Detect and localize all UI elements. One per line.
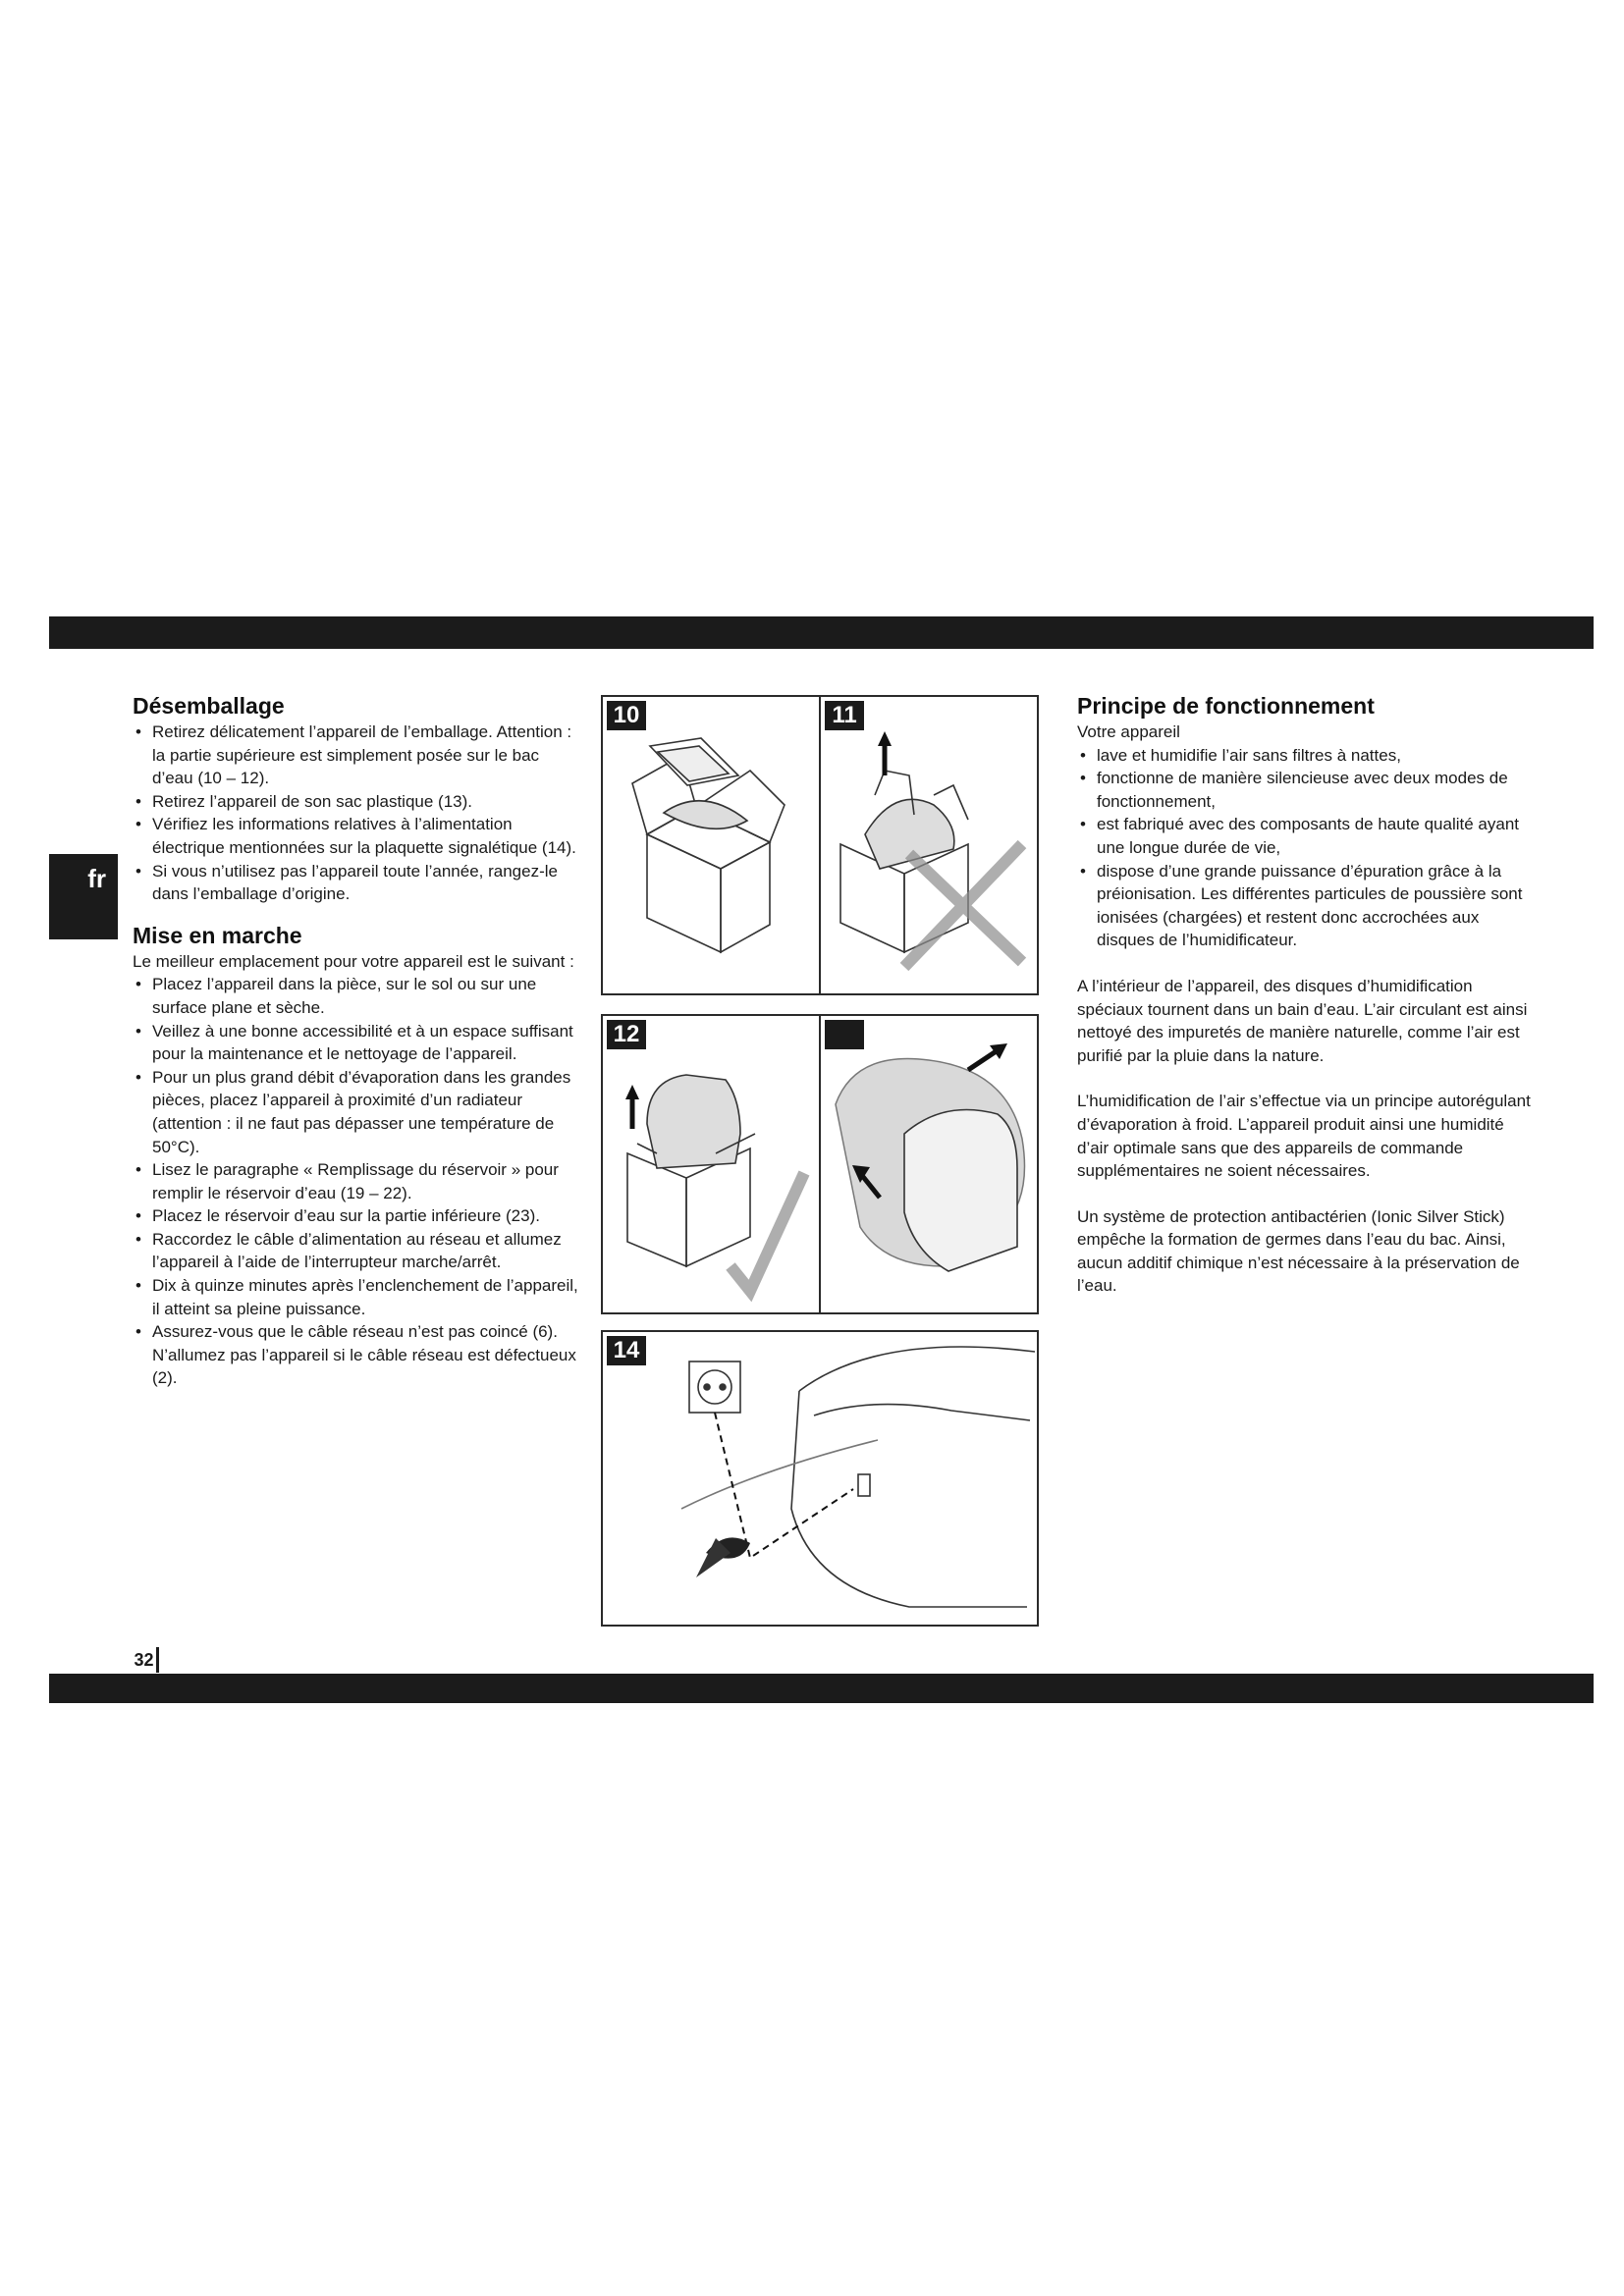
box-open-illustration: [603, 697, 819, 993]
figure-number: [825, 1020, 864, 1049]
figure-10: [601, 695, 821, 995]
section-title-unpacking: Désemballage: [133, 693, 285, 719]
list-item: • Assurez-vous que le câble réseau n’est pas coincé (6). N’allumez pas l’appareil si le câble réseau est défectueux (2).: [133, 1320, 579, 1390]
list-item: • dispose d’une grande puissance d’épuration grâce à la préionisation. Les différentes particules de poussière sont ionisées (chargées) et restent donc accrochées aux disques de l’humidificateur.: [1077, 860, 1539, 952]
box-lift-correct-illustration: [603, 1016, 819, 1312]
list-item: • est fabriqué avec des composants de haute qualité ayant une longue durée de vie,: [1077, 813, 1539, 859]
list-item: • Placez l’appareil dans la pièce, sur le sol ou sur une surface plane et sèche.: [133, 973, 579, 1019]
list-item: • Si vous n’utilisez pas l’appareil toute l’année, rangez-le dans l’emballage d’origine.: [133, 860, 579, 906]
list-item: • Lisez le paragraphe « Remplissage du réservoir » pour remplir le réservoir d’eau (19 – 22).: [133, 1158, 579, 1204]
figure-number: 12: [607, 1020, 646, 1049]
list-item: • Raccordez le câble d’alimentation au réseau et allumez l’appareil à l’aide de l’interrupteur marche/arrêt.: [133, 1228, 579, 1274]
list-item: • Veillez à une bonne accessibilité et à un espace suffisant pour la maintenance et le nettoyage de l’appareil.: [133, 1020, 579, 1066]
list-item: • Retirez délicatement l’appareil de l’emballage. Attention : la partie supérieure est simplement posée sur le bac d’eau (10 – 12).: [133, 721, 579, 790]
list-item: • Retirez l’appareil de son sac plastique (13).: [133, 790, 579, 814]
startup-intro: Le meilleur emplacement pour votre appareil est le suivant :: [133, 951, 574, 971]
header-bar: [49, 616, 1594, 649]
plastic-bag-illustration: [821, 1016, 1037, 1312]
principle-intro: Votre appareil: [1077, 722, 1180, 741]
figure-number: 11: [825, 701, 864, 730]
startup-list: [133, 973, 579, 1390]
figure-12: [601, 1014, 821, 1314]
socket-label-illustration: [603, 1332, 1037, 1625]
principle-list: [1077, 744, 1539, 952]
unpacking-list: [133, 721, 579, 906]
figure-number: 14: [607, 1336, 646, 1365]
list-item: • Placez le réservoir d’eau sur la partie inférieure (23).: [133, 1204, 579, 1228]
paragraph: Un système de protection antibactérien (Ionic Silver Stick) empêche la formation de germes dans l’eau du bac. Ainsi, aucun additif chimique n’est nécessaire à la préservation de l’eau.: [1077, 1206, 1520, 1296]
list-item: • Pour un plus grand débit d’évaporation dans les grandes pièces, placez l’appareil à proximité d’un radiateur (attention : il ne faut pas dépasser une température de 50°C).: [133, 1066, 579, 1158]
figure-14: [601, 1330, 1039, 1627]
list-item: • lave et humidifie l’air sans filtres à nattes,: [1077, 744, 1539, 768]
figure-13: [819, 1014, 1039, 1314]
paragraph: A l’intérieur de l’appareil, des disques d’humidification spéciaux tournent dans un bain d’eau. L’air circulant est ainsi nettoyé des impuretés de manière naturelle, comme l’air est purifié par la pluie dans la nature.: [1077, 976, 1528, 1065]
paragraph: L’humidification de l’air s’effectue via un principe autorégulant d’évaporation à froid. L’appareil produit ainsi une humidité d’air optimale sans que des appareils de commande supplémentaires ne soient nécessaires.: [1077, 1092, 1531, 1181]
page-number: 32: [132, 1647, 159, 1673]
list-item: • fonctionne de manière silencieuse avec deux modes de fonctionnement,: [1077, 767, 1539, 813]
figure-number: 10: [607, 701, 646, 730]
footer-bar: [49, 1674, 1594, 1703]
section-title-startup: Mise en marche: [133, 922, 302, 948]
list-item: • Vérifiez les informations relatives à l’alimentation électrique mentionnées sur la plaquette signalétique (14).: [133, 813, 579, 859]
list-item: • Dix à quinze minutes après l’enclenchement de l’appareil, il atteint sa pleine puissance.: [133, 1274, 579, 1320]
right-column: [1077, 692, 1539, 1298]
left-column: [133, 692, 579, 1390]
figure-11: [819, 695, 1039, 995]
section-title-principle: Principe de fonctionnement: [1077, 693, 1375, 719]
box-lift-illustration: [821, 697, 1037, 993]
language-tab: fr: [49, 854, 118, 939]
